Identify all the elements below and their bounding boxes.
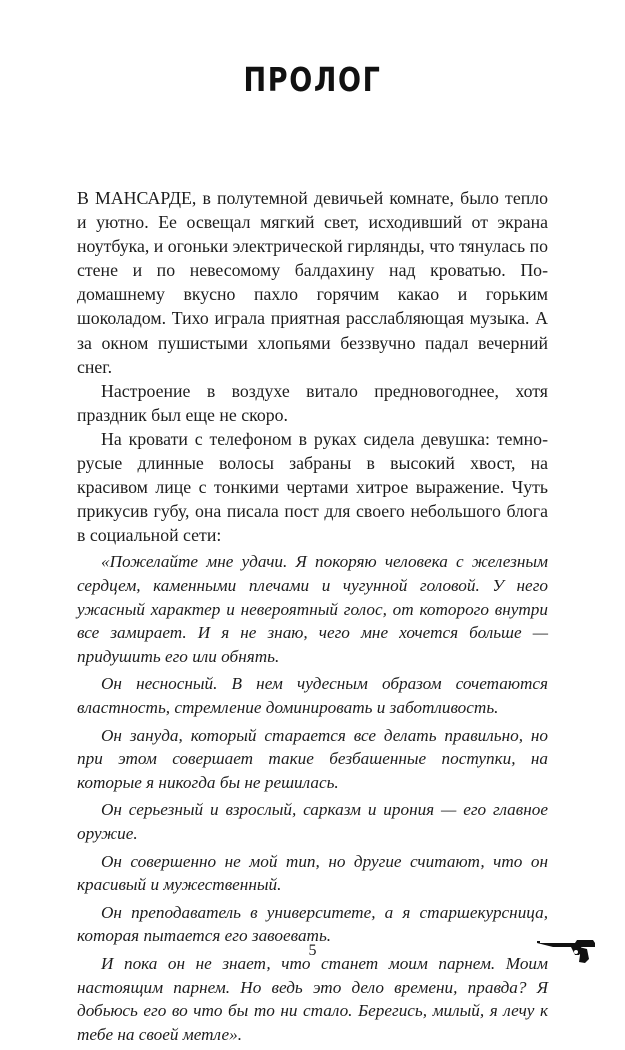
quote-paragraph: Он несносный. В нем чудесным образом сочетаются властность, стремление доминировать и заботливость. (77, 674, 548, 717)
paragraph: В МАНСАРДЕ, в полутемной девичьей комнате, было тепло и уютно. Ее освещал мягкий свет, исходивший от экрана ноутбука, и огоньки электрической гирлянды, что тянулась по стене и по невесомому балдахину над кроватью. По-домашнему вкусно пахло горячим какао и горьким шоколадом. Тихо играла приятная расслабляющая музыка. А за окном пушистыми хлопьями беззвучно падал вечерний снег. (77, 188, 548, 377)
page-number: 5 (308, 942, 317, 959)
quote-paragraph: Он зануда, который старается все делать правильно, но при этом совершает такие безбашенные поступки, на которые я никогда бы не решилась. (77, 725, 548, 792)
blog-post-quote (77, 550, 548, 1046)
quote-paragraph: Он совершенно не мой тип, но другие считают, что он красивый и мужественный. (77, 851, 548, 895)
paragraph: На кровати с телефоном в руках сидела девушка: темно-русые длинные волосы забраны в высокий хвост, на красивом лице с тонкими чертами хитрое выражение. Чуть прикусив губу, она писала пост для своего небольшого блога в социальной сети: (77, 428, 548, 546)
quote-paragraph: И пока он не знает, что станет моим парнем. Моим настоящим парнем. Но ведь это дело времени, правда? Я добьюсь его во что бы то ни стало. Берегись, милый, я лечу к тебе на своей метле». (77, 953, 548, 1044)
paragraph: Настроение в воздухе витало предновогоднее, хотя праздник был еще не скоро. (77, 380, 548, 425)
quote-paragraph: Он серьезный и взрослый, сарказм и ирония — его главное оружие. (77, 800, 548, 843)
chapter-title: ПРОЛОГ (243, 60, 382, 99)
revolver-icon (535, 935, 597, 965)
body-text (77, 186, 548, 1050)
quote-paragraph: Он преподаватель в университете, а я старшекурсница, которая пытается его завоевать. (77, 902, 548, 946)
quote-paragraph: «Пожелайте мне удачи. Я покоряю человека с железным сердцем, каменными плечами и чугунной головой. У него ужасный характер и невероятный голос, от которого внутри все замирает. И я не знаю, чего мне хочется больше — придушить его или обнять. (77, 552, 548, 666)
